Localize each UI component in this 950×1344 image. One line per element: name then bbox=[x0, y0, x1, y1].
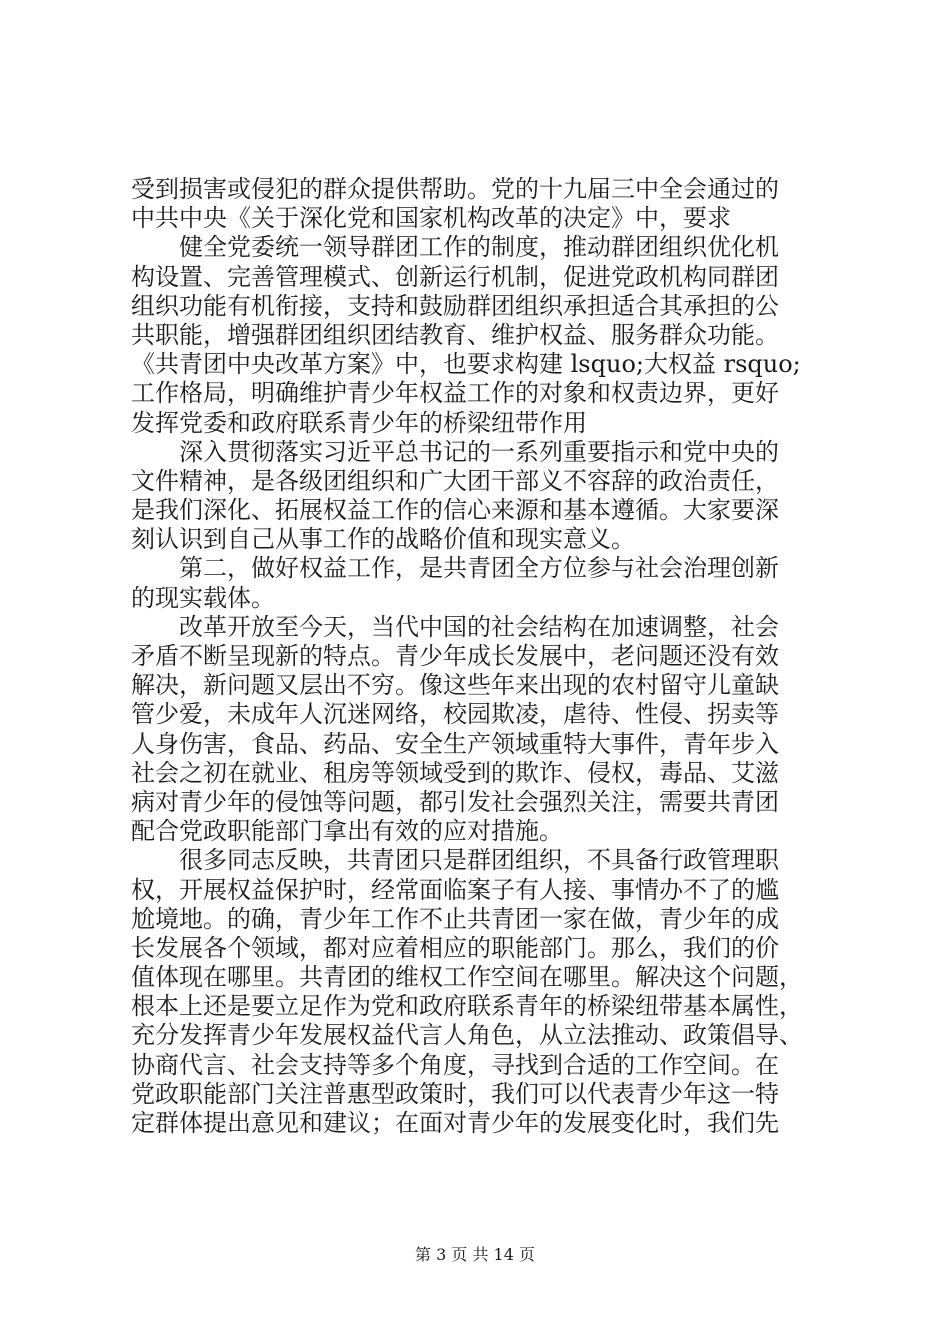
text-line: 协商代言、社会支持等多个角度，寻找到合适的工作空间。在 bbox=[131, 1050, 779, 1079]
text-line: 尬境地。的确，青少年工作不止共青团一家在做，青少年的成 bbox=[131, 904, 779, 933]
text-line: 定群体提出意见和建议；在面对青少年的发展变化时，我们先 bbox=[131, 1109, 779, 1137]
text-line: 社会之初在就业、租房等领域受到的欺诈、侵权，毒品、艾滋 bbox=[131, 758, 779, 787]
text-line: 管少爱，未成年人沉迷网络，校园欺凌，虐待、性侵、拐卖等 bbox=[131, 700, 779, 729]
text-line: 的现实载体。 bbox=[131, 583, 275, 612]
text-line: 文件精神，是各级团组织和广大团干部义不容辞的政治责任， bbox=[131, 466, 779, 495]
text-line: 构设置、完善管理模式、创新运行机制，促进党政机构同群团 bbox=[131, 262, 779, 291]
text-line: 配合党政职能部门拿出有效的应对措施。 bbox=[131, 817, 563, 846]
text-line: 长发展各个领域，都对应着相应的职能部门。那么，我们的价 bbox=[131, 933, 779, 962]
text-line: 《共青团中央改革方案》中，也要求构建 lsquo;大权益 rsquo; bbox=[131, 350, 801, 379]
text-line: 中共中央《关于深化党和国家机构改革的决定》中，要求 bbox=[131, 204, 731, 233]
text-line: 受到损害或侵犯的群众提供帮助。党的十九届三中全会通过的 bbox=[131, 175, 779, 203]
text-line: 党政职能部门关注普惠型政策时，我们可以代表青少年这一特 bbox=[131, 1079, 779, 1108]
text-line: 解决，新问题又层出不穷。像这些年来出现的农村留守儿童缺 bbox=[131, 671, 779, 700]
text-line: 根本上还是要立足作为党和政府联系青年的桥梁纽带基本属性， bbox=[131, 992, 803, 1021]
text-line: 组织功能有机衔接，支持和鼓励群团组织承担适合其承担的公 bbox=[131, 291, 779, 320]
text-line: 充分发挥青少年发展权益代言人角色，从立法推动、政策倡导、 bbox=[131, 1021, 803, 1050]
text-line: 是我们深化、拓展权益工作的信心来源和基本遵循。大家要深 bbox=[131, 496, 779, 525]
text-line: 病对青少年的侵蚀等问题，都引发社会强烈关注，需要共青团 bbox=[131, 787, 779, 816]
text-line: 人身伤害，食品、药品、安全生产领域重特大事件，青年步入 bbox=[131, 729, 779, 758]
text-line: 改革开放至今天，当代中国的社会结构在加速调整，社会 bbox=[131, 612, 779, 641]
page-footer bbox=[0, 1242, 950, 1265]
text-line: 很多同志反映，共青团只是群团组织，不具备行政管理职 bbox=[131, 846, 779, 875]
text-line: 值体现在哪里。共青团的维权工作空间在哪里。解决这个问题， bbox=[131, 963, 803, 992]
text-line: 深入贯彻落实习近平总书记的一系列重要指示和党中央的 bbox=[131, 437, 779, 466]
text-line: 发挥党委和政府联系青少年的桥梁纽带作用 bbox=[131, 408, 587, 437]
text-line: 共职能，增强群团组织团结教育、维护权益、服务群众功能。 bbox=[131, 320, 779, 349]
text-line: 健全党委统一领导群团工作的制度，推动群团组织优化机 bbox=[131, 233, 779, 262]
text-line: 第二，做好权益工作，是共青团全方位参与社会治理创新 bbox=[131, 554, 779, 583]
page-number: 第 3 页 共 14 页 bbox=[415, 1245, 535, 1264]
body-text bbox=[131, 175, 831, 1138]
text-line: 工作格局，明确维护青少年权益工作的对象和权责边界，更好 bbox=[131, 379, 779, 408]
text-line: 刻认识到自己从事工作的战略价值和现实意义。 bbox=[131, 525, 635, 554]
text-line: 矛盾不断呈现新的特点。青少年成长发展中，老问题还没有效 bbox=[131, 642, 779, 670]
text-line: 权，开展权益保护时，经常面临案子有人接、事情办不了的尴 bbox=[131, 875, 779, 904]
